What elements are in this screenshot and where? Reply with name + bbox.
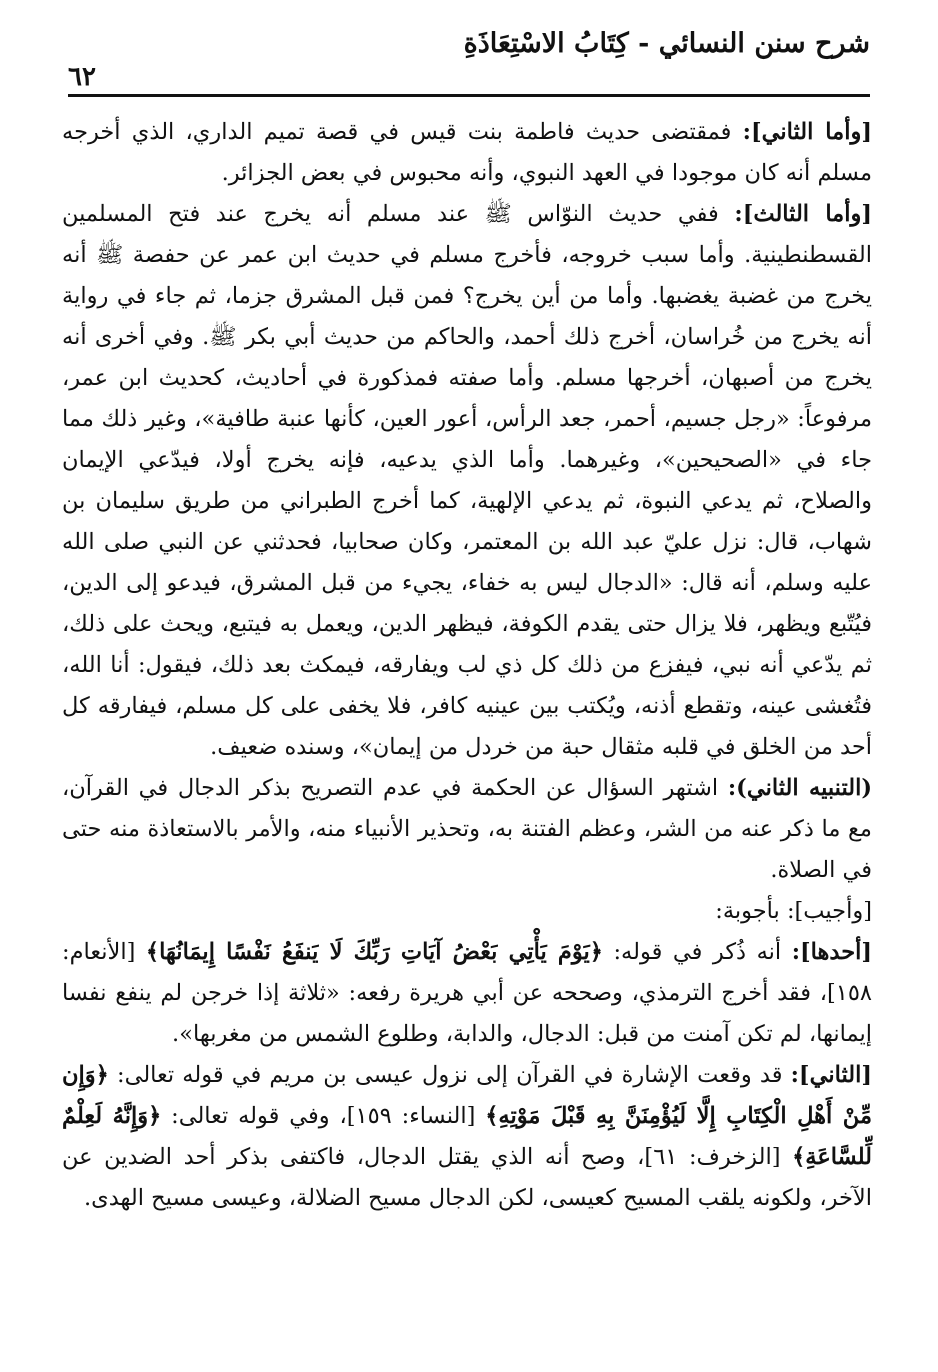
paragraph-text: [وأجيب]: بأجوبة: <box>715 898 872 924</box>
quran-verse: ﴿وَإِن مِّنْ أَهْلِ الْكِتَابِ إِلَّا لَيُؤْمِنَنَّ بِهِ قَبْلَ مَوْتِهِ﴾ <box>62 1062 872 1129</box>
paragraph-label: (التنبيه الثاني): <box>727 775 872 801</box>
paragraph-text: اشتهر السؤال عن الحكمة في عدم التصريح بذكر الدجال في القرآن، مع ما ذكر عنه من الشر، وعظم الفتنة به، وتحذير الأنبياء منه، والأمر بالاستعاذة منه حتى في الصلاة. <box>62 775 872 883</box>
running-title: شرح سنن النسائي - كِتَابُ الاسْتِعَاذَةِ <box>463 28 870 59</box>
page-number: ٦٢ <box>68 62 96 92</box>
paragraph-second-notice <box>62 768 872 891</box>
page-body <box>62 112 872 1219</box>
paragraph-second-answer <box>62 1055 872 1219</box>
paragraph-text: فمقتضى حديث فاطمة بنت قيس في قصة تميم الداري، الذي أخرجه مسلم أنه كان موجودا في العهد النبوي، وأنه محبوس في بعض الجزائر. <box>62 119 872 186</box>
paragraph-text: [الأنعام: ١٥٨]، فقد أخرج الترمذي، وصححه عن أبي هريرة رفعه: «ثلاثة إذا خرجن لم ينفع نفسا إيمانها، لم تكن آمنت من قبل: الدجال، والدابة، وطلوع الشمس من مغربها». <box>62 939 872 1047</box>
page-header <box>68 28 870 98</box>
header-divider <box>68 94 870 97</box>
paragraph-label: [وأما الثاني]: <box>742 119 872 145</box>
paragraph-first-answer <box>62 932 872 1055</box>
paragraph-label: [وأما الثالث]: <box>734 201 872 227</box>
paragraph-text: [الزخرف: ٦١]، وصح أنه الذي يقتل الدجال، فاكتفى بذكر أحد الضدين عن الآخر، ولكونه يلقب المسيح كعيسى، لكن الدجال مسيح الضلالة، وعيسى مسيح الهدى. <box>62 1144 872 1211</box>
paragraph-second-point <box>62 112 872 194</box>
paragraph-text: [النساء: ١٥٩]، وفي قوله تعالى: <box>161 1103 486 1129</box>
paragraph-third-point <box>62 194 872 768</box>
quran-verse: ﴿وَإِنَّهُ لَعِلْمٌ لِّلسَّاعَةِ﴾ <box>62 1103 872 1170</box>
paragraph-text: ففي حديث النوّاس ﷺ عند مسلم أنه يخرج عند فتح المسلمين القسطنطينية. وأما سبب خروجه، فأخرج مسلم في حديث ابن عمر عن حفصة ﷺ أنه يخرج من غضبة يغضبها. وأما من أين يخرج؟ فمن قبل المشرق جزما، ثم جاء في رواية أنه يخرج من خُراسان، أخرج ذلك أحمد، والحاكم من حديث أبي بكر ﷺ. وفي أخرى أنه يخرج من أصبهان، أخرجها مسلم. وأما صفته فمذكورة في أحاديث، كحديث ابن عمر، مرفوعاً: «رجل جسيم، أحمر، جعد الرأس، أعور العين، كأنها عنبة طافية»، وغير ذلك مما جاء في «الصحيحين»، وغيرهما. وأما الذي يدعيه، فإنه يخرج أولا، فيدّعي الإيمان والصلاح، ثم يدعي النبوة، ثم يدعي الإلهية، كما أخرج الطبراني من طريق سليمان بن شهاب، قال: نزل عليّ عبد الله بن المعتمر، وكان صحابيا، فحدثني عن النبي صلى الله عليه وسلم، أنه قال: «الدجال ليس به خفاء، يجيء من قبل المشرق، فيدعو إلى الدين، فيُتّبع ويظهر، فلا يزال حتى يقدم الكوفة، فيظهر الدين، ويعمل به فيتبع، ويحث على ذلك، ثم يدّعي أنه نبي، فيفزع من ذلك كل ذي لب ويفارقه، فيمكث بعد ذلك، فيقول: أنا الله، فتُغشى عينه، وتقطع أذنه، ويُكتب بين عينيه كافر، فلا يخفى على كل مسلم، فيفارقه كل أحد من الخلق في قلبه مثقال حبة من خردل من إيمان»، وسنده ضعيف. <box>62 201 872 760</box>
quran-verse: ﴿يَوْمَ يَأْتِي بَعْضُ آيَاتِ رَبِّكَ لَا يَنفَعُ نَفْسًا إِيمَانُهَا﴾ <box>145 939 603 965</box>
paragraph-label: [أحدها]: <box>791 939 873 965</box>
paragraph-label: [الثاني]: <box>790 1062 872 1088</box>
paragraph-answers-intro <box>62 891 872 932</box>
paragraph-text: أنه ذُكر في قوله: <box>602 939 792 965</box>
paragraph-text: قد وقعت الإشارة في القرآن إلى نزول عيسى بن مريم في قوله تعالى: <box>108 1062 791 1088</box>
